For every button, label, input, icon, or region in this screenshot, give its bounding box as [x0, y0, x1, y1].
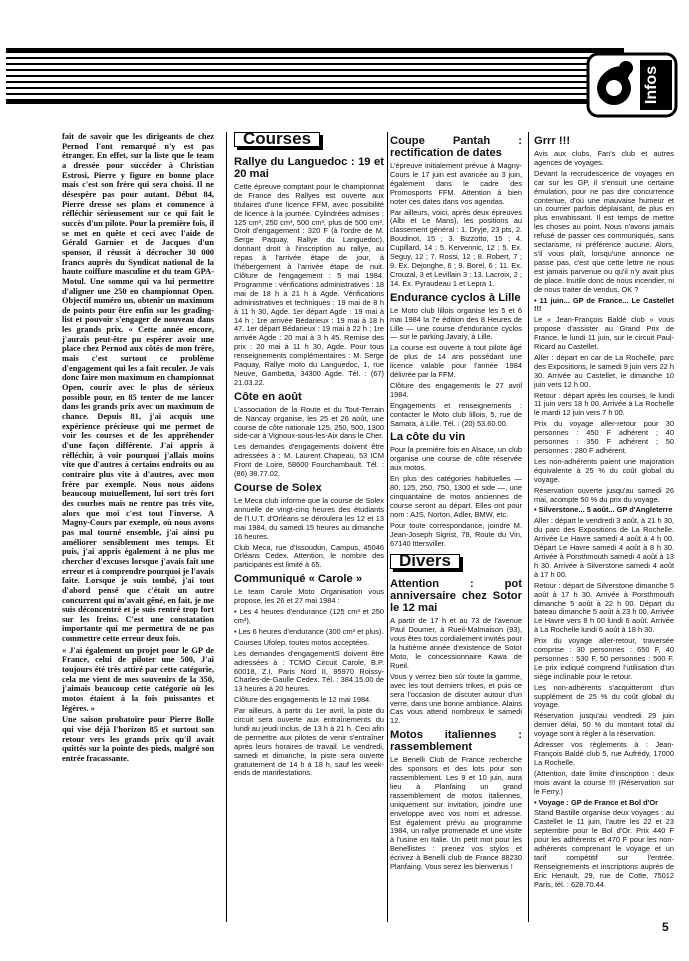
paragraph: Pour la première fois en Alsace, un club organise une course de côte réservée aux motos.	[390, 445, 522, 473]
paragraph: Le Moto club lillois organise les 5 et 6 mai 1984 la 7e édition des 8 Heures de Lille — une course d'endurance cyclos — sur le parking Javary, à Lille.	[390, 305, 522, 342]
article-title: Communiqué « Carole »	[234, 573, 363, 586]
paragraph: L'association de la Route et du Tout-Terrain de Nancay organise, les 25 et 26 août, une course de côte nationale 125, 250, 500, 1300 side-car à Vignoux-sous-les-Aix dans le Cher.	[234, 404, 384, 441]
article-title: Côte en août	[234, 390, 302, 403]
article-title: Endurance cyclos à Lille	[390, 291, 521, 304]
paragraph: Réservation ouverte jusqu'au samedi 26 mai, acompte 50 % du prix du voyage.	[534, 485, 674, 504]
article-title: Motos italiennes : rassemblement	[390, 729, 522, 754]
paragraph: Vous y verrez bien sûr toute la gamme, avec les tout derniers trikes, et puis ce sera l'occasion de discuter autour d'un verre, dans une bonne ambiance. Alains Cas vous attend nombreux le samedi 12.	[390, 671, 522, 726]
paragraph: Devant la recrudescence de voyages en car sur les GP, il s'ensuit une certaine émulation, pour ne pas dire concurrence contenue, d'où une mauvaise humeur et un courrier parfois déplaisant, de plus en plus envahissant. Il est temps de mettre les choses au point. Nous n'avons jamais refusé de passer ces communiqués, sans sectarisme, ni préférence aucune. Alors, s'il vous plaît, lorsqu'une annonce ne passe pas, c'est que cette lettre ne nous est jamais parvenue ou qu'il n'y avait plus de place. Inutile donc de nous incendier, ni de nous traiter de vendus. OK ?	[534, 168, 674, 294]
paragraph: Avis aux clubs, Fan's club et autres agences de voyages.	[534, 149, 674, 167]
paragraph: Le Benelli Club de France recherche des sponsors et des lots pour son rassemblement. Les 9 et 10 juin, aura lieu à Planfaing un grand rassemblement de motos italiennes, uniquement sur invitation, joindre une enveloppe avec vos nom et adresse. Est également prévu au programme 1984, un rallye promenade et une visite à l'usine en Italie. Un petit mot pour les Benellistes : prenez vos stylos et écrivez à Benelli club de France 88230 Planfaing. Vous serez les bienvenus !	[390, 755, 522, 872]
paragraph: Engagements et renseignements : contacter le Moto club lillois, 5, rue de Samara, à Lille. Tél. : (20) 53.60.00.	[390, 400, 522, 428]
paragraph: fait de savoir que les dirigeants de chez Pernod l'ont remarqué n'y est pas étranger. En effet, sur la liste que le team a dressée pour succéder à Christian Estrosi, Pierre y figure en bonne place mais c'est son frère qui sera choisi. Il ne désespère pas pour autant. Début 84, Pierre dresse ses plans et commence à réfléchir sérieusement sur ce qui fait le succès d'un pilote. Pour la première fois, il se met en quête et ceci avec l'aide de Gérald Garnier et de Jacques d'un sponsor, il réussit à décrocher 30 000 francs auprès du Syndicat national de la haute coiffure masculine et du team GPA-Motul. Une somme qui va lui permettre d'aligner une 250 en championnat Open. Objectif numéro un, obtenir un maximum de points pour être enfin sur les grading-list et pouvoir s'engager de nouveau dans les grands prix. « Cette année encore, j'aurais peut-être pu espérer avoir une place chez Pernod aux côtés de mon frère, mais c'est surtout ce problème d'engagement qui les a fait reculer. Je vais donc faire mon maximum en championnat Open, courir avec le plus de sérieux possible pour, en 85 tenter de me lancer dans les grands prix avec un maximum de chance. Depuis 81, j'ai acquis une expérience précieuse qui me permet de voir les courses et de les appréhender d'une façon différente. J'ai appris à réfléchir, à voir pourquoi j'allais moins vite que d'autres à certains endroits ou au contraire plus vite à d'autres, avec mon frère par exemple. Nous nous aidons beaucoup mutuellement, lui sort très fort des courbes mais ne rentre pas très vite, alors que moi c'est tout l'inverse. A Magny-Cours par exemple, où nous avons pas mal tourné ensemble, j'ai ainsi pu améliorer sensiblement mes temps. Et puis, j'ai appris également à ne plus me chercher d'excuses lorsque j'avais fait une erreur et à comprendre pourquoi je l'avais faite. Lorsque je suis tombé, j'ai tout d'abord pensé que c'était un autre concurrent qui m'avait gêné, en fait, je me suis déconcentré et je suis rentré trop fort sur les freins. C'est une constatation importante qui me permettra de ne pas commettre cette erreur deux fois.	[62, 132, 214, 644]
paragraph: La course est ouverte à tout pilote âgé de plus de 14 ans possédant une licence valable pour l'année 1984 délivrée par la FFM.	[390, 343, 522, 380]
infos-badge	[586, 52, 678, 118]
paragraph: En plus des catégories habituelles — 80, 125, 250, 750, 1300 et side —, une cinquantaine de motos anciennes de course seront au départ. Elles ont pour nom : AJS, Norton, Adler, BMW, etc.	[390, 474, 522, 519]
article-title: La côte du vin	[390, 431, 466, 444]
subheading: • 11 juin... GP de France... Le Castellet !!!	[534, 295, 674, 314]
paragraph: L'épreuve initialement prévue à Magny-Cours le 17 juin est avancée au 3 juin, également dans le cadre des Promosports FFM. Attention à bien noter ces dates dans vos agendas.	[390, 161, 522, 206]
section-title-divers: Divers	[390, 554, 460, 569]
paragraph: Les demandes d'engagementS doivent être adressées à : TCMO Circuit Carole, B.P. 60018, Z.I. Paris Nord II, 95970 Roissy-Charles-de-Gaulle Cedex. Tél. : 384.15.00 de 13 heures à 20 heures.	[234, 648, 384, 694]
paragraph: • Les 4 heures d'endurance (125 cm³ et 250 cm³),	[234, 607, 384, 625]
paragraph: Par ailleurs, voici, après deux épreuves (Albi et Le Mans), les positions au classement général : 1. Dryje, 23 pts, 2. Boudinot, 15 ; 3. Bizzotto, 15 ; 4. Cupillard, 14 ; 5. Kervennic, 12 ; 5. Ex. Seguy, 12 ; 7. Rossi, 12 ; 8. Robert, 7 ; 9. Ex. Dejonghe, 6 ; 9. Borel, 6 ; 11. Ex. Crouzal, 3 et Levillain 3 ; 13. Lacroix, 2 ; 14. Ex. Pyraudeau 1 et Lepra 1.	[390, 207, 522, 288]
page-number: 5	[662, 920, 669, 934]
badge-label: Infos	[643, 65, 660, 105]
paragraph: • Les 6 heures d'endurance (300 cm³ et plus).	[234, 626, 384, 636]
page-header	[0, 0, 689, 120]
column-divider	[528, 132, 529, 922]
article-title: Course de Solex	[234, 482, 322, 494]
subheading: • Voyage : GP de France et Bol d'Or	[534, 797, 658, 807]
column-divider	[226, 132, 227, 922]
column-news	[390, 132, 522, 874]
paragraph: Cette épreuve comptant pour le championnat de France des Rallyes est ouverte aux titulaires d'une licence FFM, avec possibilité de licence à la journée. Cylindrées admises : 125 cm³, 250 cm³, 500 cm³, plus de 500 cm³. Droit d'engagement : 320 F (à l'ordre de M. Serge Paquay, Rallye du Languedoc), donnant droit à l'inscription au rallye, au repas à l'arrivée étape de jour, à l'hébergement à l'arrivée étape de nuit. Clôture de l'engagement : 5 mai 1984. Programme : vérifications administratives : 18 mai de 18 h à 21 h à Agde. Vérifications administratives et techniques : 19 mai de 8 h à 11 h 30, Agde. 1er départ Agde : 19 mai à 14 h ; 1re arrivée Bédarieux : 19 mai à 18 h 47. 1er départ Bédarieux : 19 mai à 22 h ; 1re arrivée Agde : 20 mai à 3 h 45. Remise des prix : 20 mai à 11 h 30, Agde. Pour tous renseignements complémentaires : M. Serge Paquay, Rallye moto du Languedoc, 1, rue Neuve, Gambetta, 34300 Agde. Tél. : (67) 21.03.22.	[234, 181, 384, 387]
subheading: • Silverstone... 5 août... GP d'Angleterre	[534, 505, 673, 515]
motorcycle-rider-icon	[586, 52, 678, 118]
paragraph: A partir de 17 h et au 73 de l'avenue Paul Doumer, à Rueil-Malmaison (93), vous êtes tous cordialement invités pour la huitième année d'existence de Sotor Moto, le concessionnaire Kawa de Rueil.	[390, 616, 522, 670]
article-title: Rallye du Languedoc : 19 et 20 mai	[234, 155, 384, 180]
paragraph: Prix du voyage aller-retour, traversée comprise : 30 personnes : 650 F, 40 personnes : 530 F, 50 personnes : 500 F. Le prix indiqué comprend l'utilisation d'un siège inclinable pour le retour.	[534, 636, 674, 681]
paragraph: Les non-adhérents paient une majoration équivalente à 25 % du coût global du voyage.	[534, 456, 674, 484]
paragraph: Clôture des engagements le 12 mai 1984.	[234, 695, 372, 705]
article-title: Grrr !!!	[534, 135, 571, 147]
paragraph: Retour : départ après les courses, le lundi 11 juin vers 18 h 00. Arrivée à La Rochelle le mardi 12 juin vers 7 h 00.	[534, 390, 674, 418]
paragraph: Par ailleurs, à partir du 1er avril, la piste du circuit sera ouverte aux entraînements du lundi au jeudi inclus, de 13 h à 21 h. Ceci afin de permettre aux pilotes de venir s'entraîner après leurs horaires de travail. Le vendredi, samedi et dimanche, la piste sera ouverte gratuitement de 14 h à 18 h, sauf les week-ends de manifestations.	[234, 706, 384, 778]
paragraph: Le Meca club informe que la course de Solex annuelle de vingt-cinq heures des étudiants de l'I.U.T. d'Orléans se déroulera les 12 et 13 mai 1984, du samedi 15 heures au dimanche 16 heures.	[234, 496, 384, 541]
paragraph: Le team Carole Moto Organisation vous propose, les 26 et 27 mai 1984 :	[234, 587, 384, 606]
paragraph: Le « Jean-François Baldé club » vous propose d'assister au Grand Prix de France, le lundi 11 juin, sur le circuit Paul-Ricard au Castellet.	[534, 315, 674, 352]
header-rules	[6, 48, 624, 106]
column-trips	[534, 132, 674, 892]
paragraph: Retour : départ de Silverstone dimanche 5 août à 17 h 30. Arrivée à Porsthmouth dimanche 5 août à 22 h 00. Départ du bateau dimanche 5 août à 23 h 00. Arrivée Le Havre vers 8 h 00 lundi 6 août. Arrivée à La Rochelle lundi 6 août à 18 h 30.	[534, 580, 674, 635]
paragraph: Club Meca, rue d'Issoudun, Campus, 45046 Orléans Cedex. Attention, le nombre des participants est limité à 65.	[234, 542, 384, 570]
paragraph: Aller : départ le vendredi 3 août, à 21 h 30, du parc des Expositions de La Rochelle. Arrivée Le Havre samedi 4 août à 4 h 00. Départ Le Havre samedi 4 août à 8 h 30. Arrivée à Porsthmouth samedi 4 août à 13 h 30. Arrivée à Silverstone samedi 4 août à 17 h 00.	[534, 516, 674, 579]
article-title: Attention : pot anniversaire chez Sotor le 12 mai	[390, 578, 522, 615]
column-courses	[234, 129, 384, 780]
paragraph: Courses Ufolep, toutes motos acceptées.	[234, 637, 370, 647]
paragraph: Les non-adhérents s'acquitteront d'un supplément de 25 % du coût global du voyage.	[534, 682, 674, 710]
paragraph: Une saison probatoire pour Pierre Bolle qui vise déjà l'horizon 85 et surtout son retour vers les grands prix qu'il avait quittés sur la pointe des pieds, malgré son entrée fracassante.	[62, 715, 214, 763]
column-interview	[62, 132, 214, 766]
paragraph: Adresser vos règlements à : Jean-François Baldé club 5, rue Aufrédy, 17000 La Rochelle.	[534, 740, 674, 767]
paragraph: Prix du voyage aller-retour pour 30 personnes : 450 F adhérent ; 40 personnes : 350 F adhérent ; 50 personnes : 280 F adhérent.	[534, 419, 674, 455]
paragraph: Réservation jusqu'au vendredi 29 juin dernier délai, 50 % du montant total du voyage sont à régler à la réservation.	[534, 711, 674, 739]
paragraph: (Attention, date limite d'inscription : deux mois avant la course !!! (Réservation sur le Ferry.)	[534, 768, 674, 796]
article-title: Coupe Pantah : rectification de dates	[390, 135, 522, 159]
column-divider	[387, 132, 388, 922]
paragraph: Stand Bastille organise deux voyages : au Castellet le 11 juin, l'autre les 22 et 23 septembre pour le Bol d'Or. Prix 440 F pour les adhérents et 470 F pour les non-adhérents comprenant le voyage et un tarif compétitif sur l'entrée. Renseignements et inscriptions auprès de Eric Henault, 29, rue de Cotte, 75012 Paris, tél. : 628.70.44.	[534, 808, 674, 889]
paragraph: Aller : départ en car de La Rochelle, parc des Expositions, le samedi 9 juin vers 22 h 30. Arrivée au Castellet, le dimanche 10 juin vers 12 h 00.	[534, 352, 674, 389]
paragraph: Clôture des engagements le 27 avril 1984.	[390, 380, 522, 399]
paragraph: « J'ai également un projet pour le GP de France, celui de piloter une 500, J'ai toujours été très attiré par cette catégorie, cela me vient de mes souvenirs de la 350, j'aimais beaucoup cette catégorie où les motos étaient à la fois puissantes et légères. »	[62, 645, 214, 713]
paragraph: Les demandes d'engagements doivent être adressées à : M. Laurent Chapeau, 53 ICM Front de Loire, 58600 Fourchambault. Tél. : (86) 38.77.02.	[234, 442, 384, 479]
section-title-courses: Courses	[234, 132, 320, 147]
paragraph: Pour toute correspondance, joindre M. Jean-Joseph Sigrist, 78, Route du Vin, 67140 Ittersviller.	[390, 520, 522, 548]
